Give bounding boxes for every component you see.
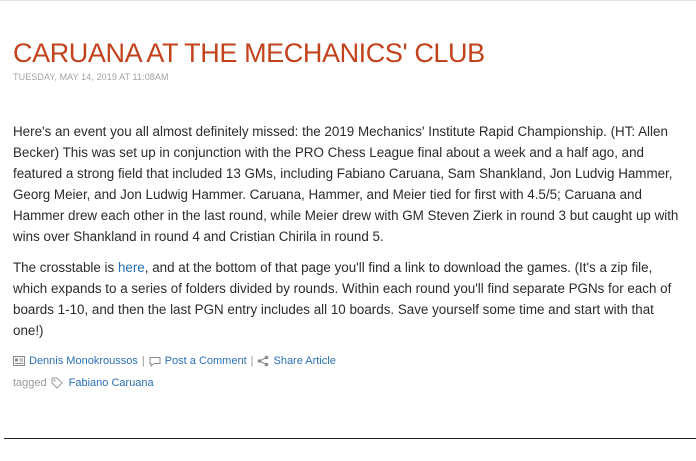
post-date: TUESDAY, MAY 14, 2019 AT 11:08AM bbox=[13, 72, 169, 82]
post-meta bbox=[13, 354, 683, 368]
meta-separator: | bbox=[141, 355, 145, 367]
tag-link-fabiano-caruana[interactable]: Fabiano Caruana bbox=[68, 377, 154, 389]
paragraph-2-text-after: , and at the bottom of that page you'll find a link to download the games. (It's a zip file, which expands to a series of folders divided by rounds. Within each round you'll find separate PGNs for each of boards 1-10, and then the last PGN entry includes all 10 boards. Save yourself some time and start with that one!) bbox=[13, 260, 672, 338]
share-icon bbox=[257, 355, 269, 367]
tag-icon bbox=[51, 377, 63, 389]
speech-bubble-icon bbox=[149, 355, 161, 367]
crosstable-link[interactable]: here bbox=[117, 260, 145, 275]
author-card-icon bbox=[13, 355, 25, 367]
blog-post bbox=[13, 36, 683, 390]
meta-separator: | bbox=[250, 355, 254, 367]
post-tags bbox=[13, 376, 683, 390]
paragraph-2-text-before: The crosstable is bbox=[13, 260, 118, 275]
share-article-link[interactable]: Share Article bbox=[273, 355, 336, 367]
post-paragraph-2 bbox=[13, 257, 683, 341]
post-bottom-divider bbox=[4, 438, 696, 439]
post-comment-link[interactable]: Post a Comment bbox=[164, 355, 247, 367]
post-body bbox=[13, 121, 683, 341]
tagged-label: tagged bbox=[13, 377, 47, 389]
top-divider bbox=[0, 0, 696, 1]
post-paragraph-1: Here's an event you all almost definitely missed: the 2019 Mechanics' Institute Rapid Championship. (HT: Allen Becker) This was set up in conjunction with the PRO Chess League final about a week and a half ago, and featured a strong field that included 13 GMs, including Fabiano Caruana, Sam Shankland, Jon Ludvig Hammer, Georg Meier, and Jon Ludwig Hammer. Caruana, Hammer, and Meier tied for first with 4.5/5; Caruana and Hammer drew each other in the last round, while Meier drew with GM Steven Zierk in round 3 but caught up with wins over Shankland in round 4 and Cristian Chirila in round 5. bbox=[13, 124, 679, 244]
post-title[interactable]: CARUANA AT THE MECHANICS' CLUB bbox=[13, 38, 485, 68]
author-link[interactable]: Dennis Monokroussos bbox=[29, 355, 138, 367]
